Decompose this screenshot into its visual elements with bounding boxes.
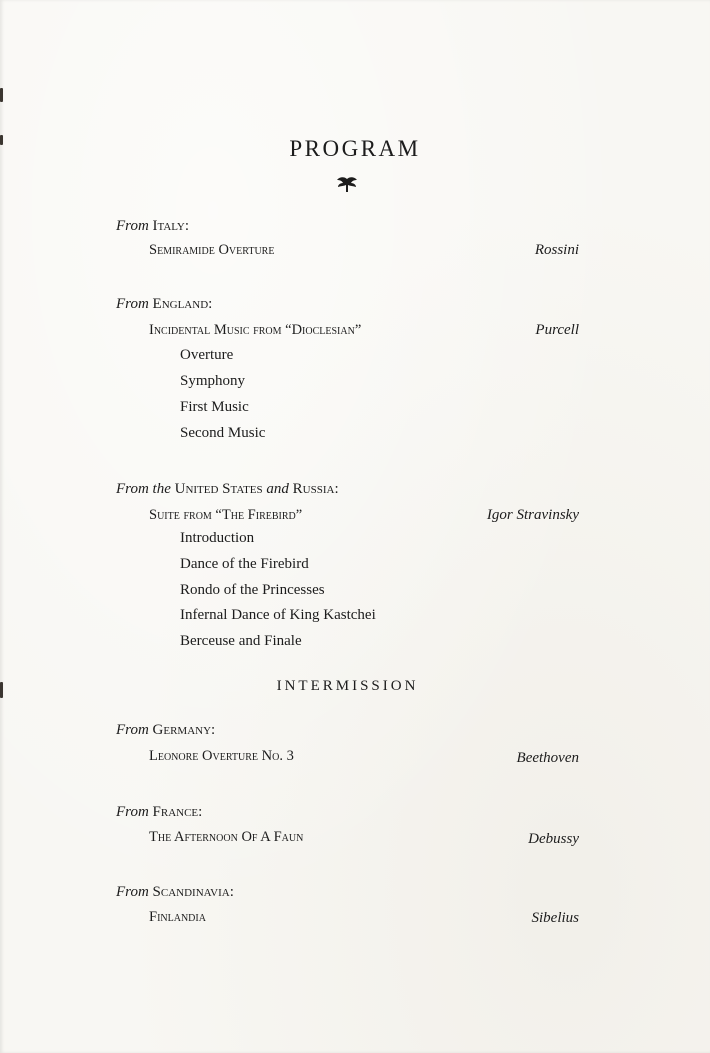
intermission-heading: INTERMISSION	[276, 678, 419, 694]
fleuron-ornament-icon	[335, 176, 359, 194]
movement-item: Introduction	[180, 530, 255, 546]
piece-title: Leonore Overture No. 3	[149, 748, 294, 764]
piece-title: Suite from “The Firebird”	[149, 507, 303, 523]
paper-edge-mark	[0, 88, 3, 102]
composer-name: Sibelius	[531, 910, 579, 926]
section-heading-italy: From Italy:	[116, 218, 190, 234]
movement-item: Overture	[180, 347, 234, 363]
piece-title: Semiramide Overture	[149, 242, 275, 258]
movement-item: Berceuse and Finale	[180, 633, 302, 649]
composer-name: Rossini	[534, 242, 579, 258]
page-title: PROGRAM	[289, 136, 421, 161]
section-heading-france: From France:	[116, 804, 203, 820]
section-heading-germany: From Germany:	[116, 722, 216, 738]
piece-title: Finlandia	[149, 909, 206, 925]
section-heading-united-states-russia: From the United States and Russia:	[116, 481, 339, 497]
movement-item: Second Music	[180, 425, 266, 441]
composer-name: Beethoven	[516, 750, 579, 766]
piece-title: The Afternoon Of A Faun	[149, 829, 304, 845]
section-heading-england: From England:	[116, 296, 213, 312]
movement-item: Infernal Dance of King Kastchei	[180, 607, 376, 623]
movement-item: Dance of the Firebird	[180, 556, 309, 572]
movement-item: Rondo of the Princesses	[180, 582, 325, 598]
movement-item: First Music	[180, 399, 249, 415]
composer-name: Debussy	[528, 831, 579, 847]
piece-title: Incidental Music from “Dioclesian”	[149, 322, 362, 338]
composer-name: Igor Stravinsky	[486, 507, 579, 523]
movement-item: Symphony	[180, 373, 246, 389]
composer-name: Purcell	[535, 322, 579, 338]
section-heading-scandinavia: From Scandinavia:	[116, 884, 234, 900]
